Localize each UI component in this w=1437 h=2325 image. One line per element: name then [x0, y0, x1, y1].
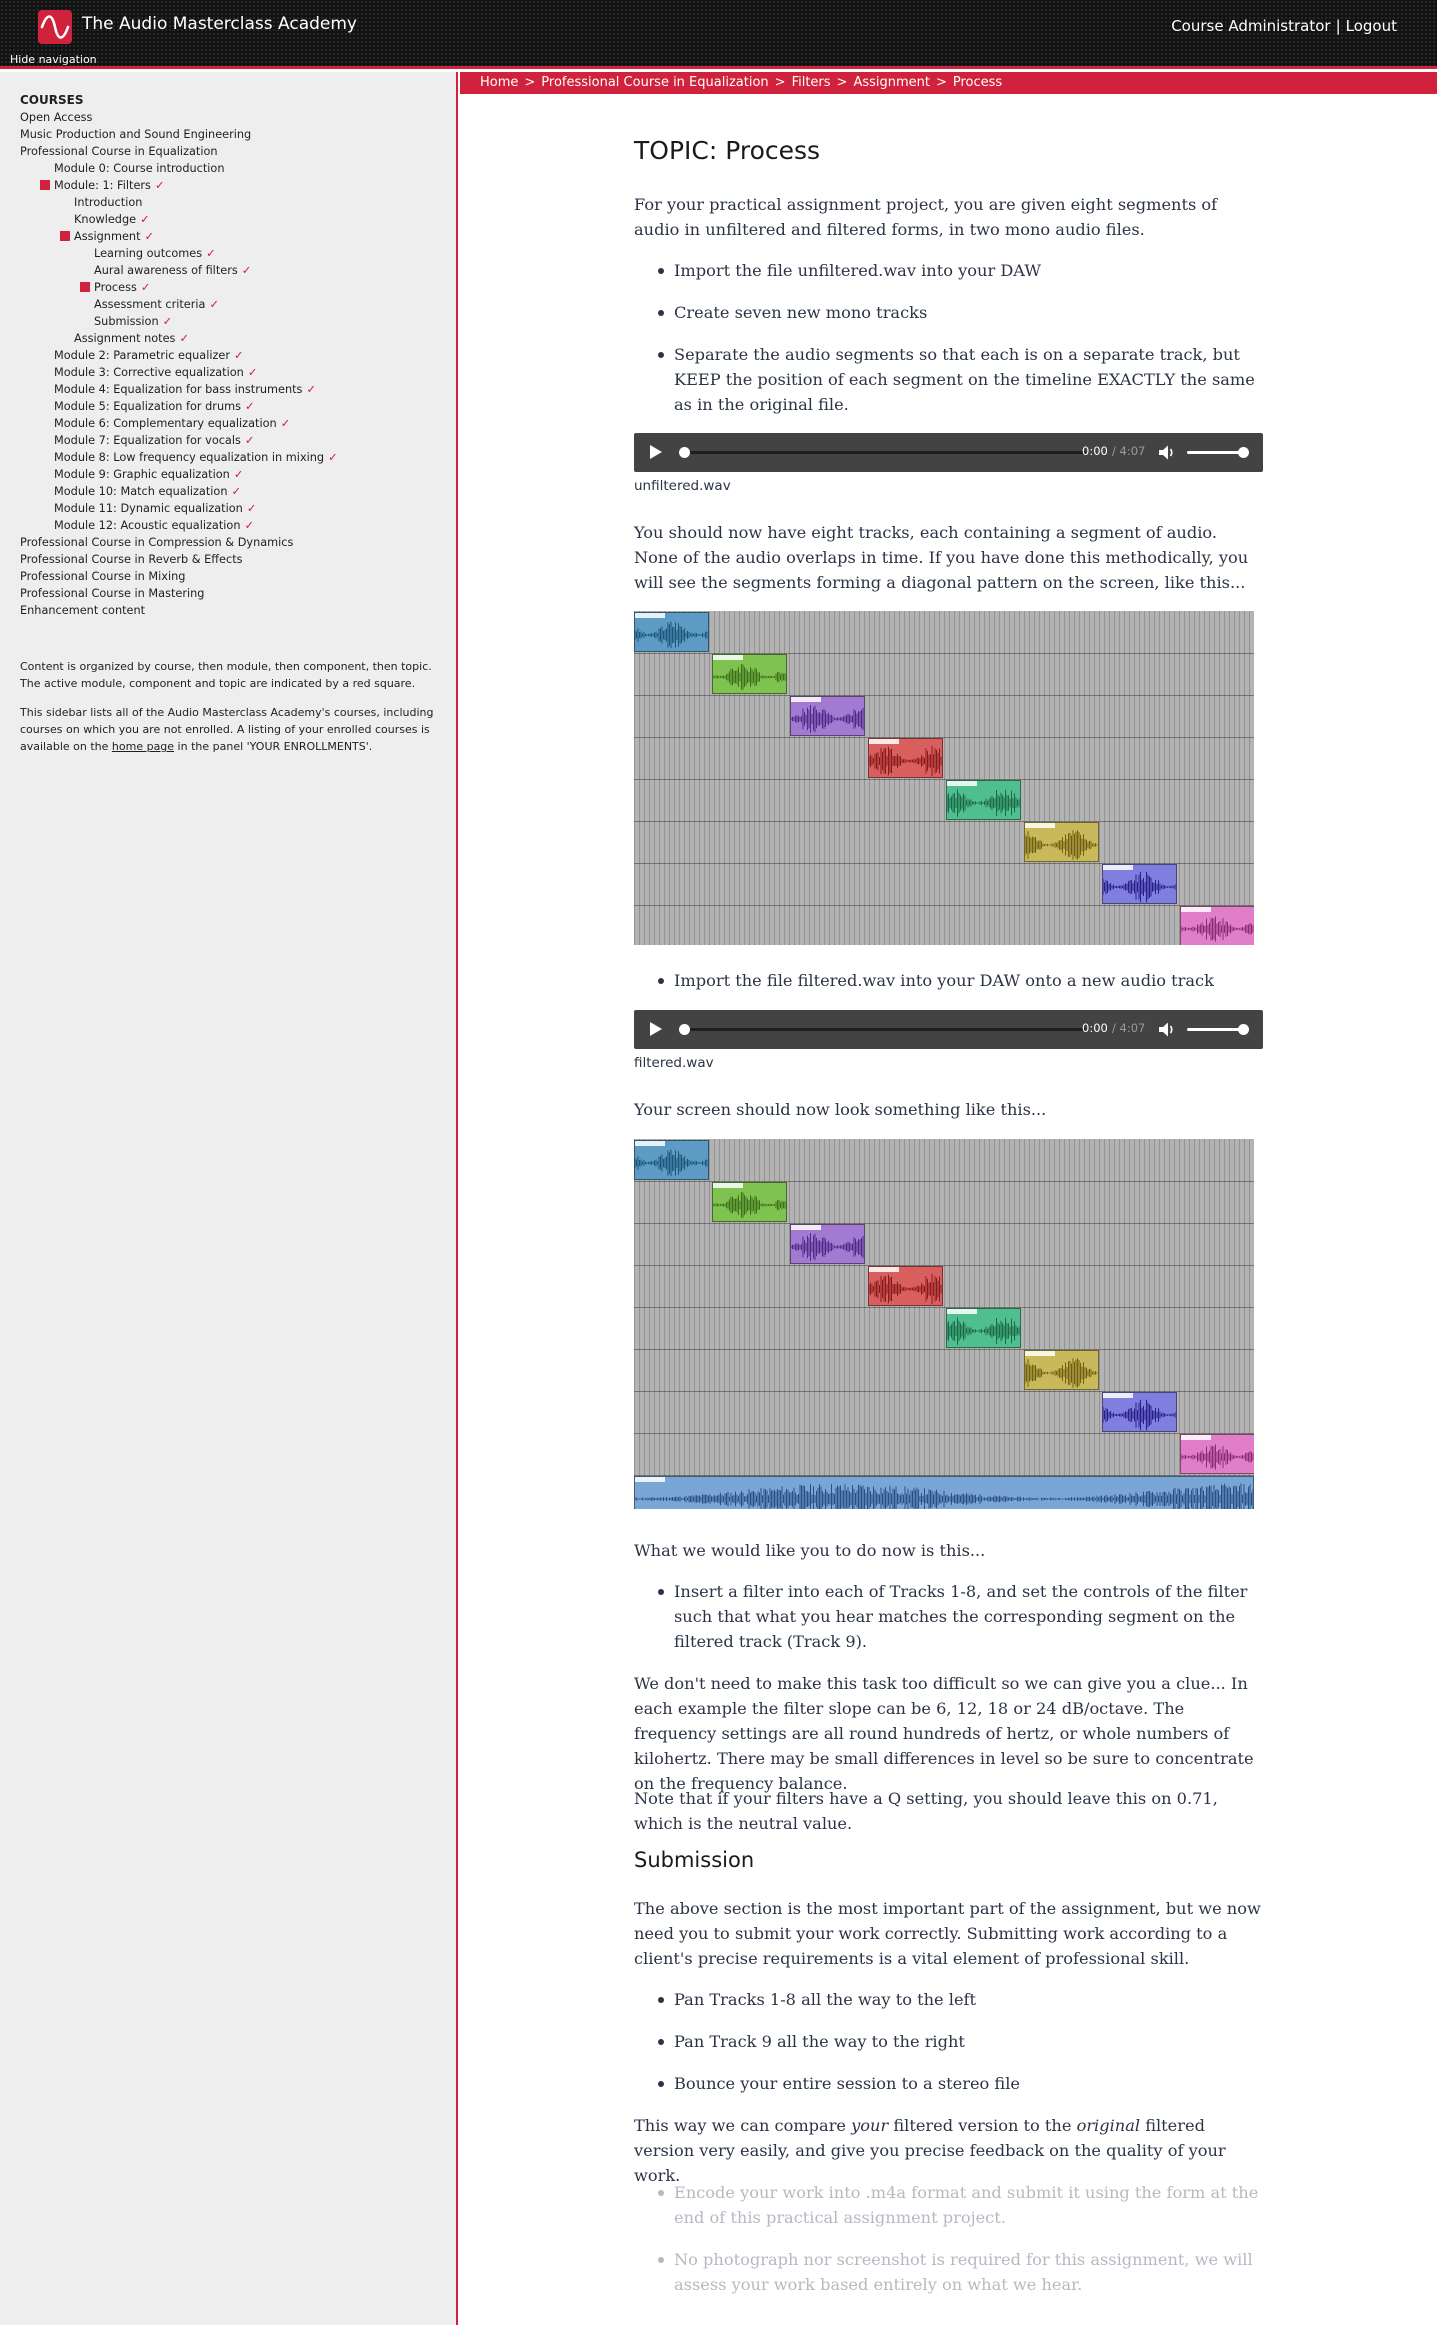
seek-handle[interactable] — [679, 1024, 690, 1035]
sidebar-item-label: Music Production and Sound Engineering — [20, 128, 252, 141]
sidebar-item-23[interactable] — [20, 500, 450, 517]
active-marker-icon — [60, 231, 70, 241]
paragraph-screen-look: Your screen should now look something like this... — [634, 1100, 1047, 1119]
submission-heading: Submission — [634, 1848, 755, 1872]
sidebar-item-29[interactable] — [20, 602, 450, 619]
bullet-insert-filter: Insert a filter into each of Tracks 1-8, and set the controls of the filter such that what you hear matches the corresponding segment on the filtered track (Track 9). — [674, 1579, 1266, 1654]
sidebar-item-label: Assignment notes — [74, 332, 176, 345]
user-name-link[interactable]: Course Administrator — [1171, 17, 1331, 35]
sidebar-item-14[interactable] — [20, 347, 450, 364]
audio-player-filtered — [634, 1010, 1263, 1049]
track-lane-divider — [634, 779, 1254, 780]
course-tree — [20, 92, 450, 619]
sidebar-item-20[interactable] — [20, 449, 450, 466]
sidebar-item-13[interactable] — [20, 330, 450, 347]
sidebar-item-8[interactable] — [20, 245, 450, 262]
paragraph-q-setting: Note that if your filters have a Q setting, you should leave this on 0.71, which is the neutral value. — [634, 1789, 1218, 1833]
breadcrumb-item-2[interactable]: Filters — [791, 75, 831, 90]
waveform — [947, 786, 1021, 820]
bullet-separate-segments: Separate the audio segments so that each is on a separate track, but KEEP the position of each segment on the timeline EXACTLY the same as in the original file. — [674, 342, 1266, 417]
sidebar-item-label: Introduction — [74, 196, 143, 209]
audio-clip-7 — [1102, 864, 1177, 904]
sidebar-item-label: Module 0: Course introduction — [54, 162, 225, 175]
bullet-pan-right: Pan Track 9 all the way to the right — [674, 2029, 1266, 2054]
user-area — [1171, 17, 1397, 35]
checkmark-icon: ✓ — [154, 179, 165, 192]
waveform — [1103, 870, 1177, 904]
waveform — [1181, 912, 1254, 945]
waveform — [1025, 828, 1099, 862]
sidebar-item-7[interactable] — [20, 228, 450, 245]
sidebar-item-label: Professional Course in Reverb & Effects — [20, 553, 243, 566]
track-lane-divider — [634, 1433, 1254, 1434]
sidebar-item-label: Knowledge — [74, 213, 137, 226]
checkmark-icon: ✓ — [244, 434, 255, 447]
waveform — [635, 1482, 1254, 1509]
checkmark-icon: ✓ — [140, 281, 151, 294]
audio-clip-8 — [1180, 906, 1254, 945]
play-icon[interactable] — [650, 445, 662, 459]
paragraph-clue: We don't need to make this task too difficult so we can give you a clue... In each example the filter slope can be 6, 12, 18 or 24 dB/octave. The frequency settings are all round hundreds of hertz, or whole numbers of kilohertz. There may be small differences in level so be sure to concentrate on the frequency balance. — [634, 1674, 1254, 1793]
top-header — [0, 0, 1437, 69]
sidebar-item-22[interactable] — [20, 483, 450, 500]
waveform — [635, 618, 709, 652]
waveform — [791, 702, 865, 736]
compare-text-b: filtered version to the — [888, 2116, 1077, 2135]
audio-player-unfiltered — [634, 433, 1263, 472]
checkmark-icon: ✓ — [245, 400, 255, 413]
audio-clip-6 — [1024, 1350, 1099, 1390]
sidebar-item-label: Open Access — [20, 111, 93, 124]
waveform — [1181, 1440, 1254, 1474]
sidebar-item-6[interactable] — [20, 211, 450, 228]
sidebar-item-5[interactable] — [20, 194, 450, 211]
checkmark-icon: ✓ — [306, 383, 316, 396]
sidebar-item-label: Module: 1: Filters — [54, 179, 151, 192]
sidebar-item-15[interactable] — [20, 364, 450, 381]
sidebar-item-label: Module 6: Complementary equalization — [54, 417, 277, 430]
sidebar-item-2[interactable] — [20, 143, 450, 160]
sidebar-item-label: Professional Course in Mixing — [20, 570, 186, 583]
active-marker-icon — [80, 282, 90, 292]
waveform — [713, 1188, 787, 1222]
daw-screenshot-with-filtered — [634, 1139, 1254, 1509]
seek-bar[interactable] — [686, 451, 1086, 454]
compare-emphasis-original: original — [1076, 2116, 1141, 2135]
track-lane-divider — [634, 1349, 1254, 1350]
total-time: / 4:07 — [1112, 444, 1146, 458]
breadcrumb-item-4[interactable]: Process — [952, 75, 1003, 90]
sidebar-item-label: Module 8: Low frequency equalization in mixing — [54, 451, 325, 464]
checkmark-icon: ✓ — [233, 468, 244, 481]
track-lane-divider — [634, 695, 1254, 696]
total-time: / 4:07 — [1112, 1021, 1146, 1035]
sidebar-item-label: Module 12: Acoustic equalization — [54, 519, 241, 532]
sidebar-item-label: Assignment — [74, 230, 141, 243]
checkmark-icon: ✓ — [209, 298, 219, 311]
paragraph-what-to-do: What we would like you to do now is this... — [634, 1541, 986, 1560]
audio-clip-6 — [1024, 822, 1099, 862]
sidebar-item-26[interactable] — [20, 551, 450, 568]
audio-clip-3 — [790, 1224, 865, 1264]
waveform — [713, 660, 787, 694]
active-marker-icon — [40, 180, 50, 190]
audio-clip-7 — [1102, 1392, 1177, 1432]
current-time: 0:00 — [1082, 444, 1108, 458]
home-page-link[interactable]: home page — [111, 740, 175, 753]
sidebar-item-label: Professional Course in Compression & Dynamics — [20, 536, 294, 549]
paragraph-submission-intro: The above section is the most important part of the assignment, but we now need you to submit your work correctly. Submitting work according to a client's precise requirements is a vital element of professional skill. — [634, 1899, 1261, 1968]
sidebar-item-label: Professional Course in Equalization — [20, 145, 218, 158]
volume-handle[interactable] — [1238, 1024, 1249, 1035]
sidebar-item-label: Aural awareness of filters — [94, 264, 238, 277]
sidebar-item-16[interactable] — [20, 381, 450, 398]
audio-caption-unfiltered: unfiltered.wav — [634, 478, 731, 494]
waveform — [1025, 1356, 1099, 1390]
waveform — [791, 1230, 865, 1264]
sidebar-item-17[interactable] — [20, 398, 450, 415]
checkmark-icon: ✓ — [206, 247, 216, 260]
play-icon[interactable] — [650, 1022, 662, 1036]
paragraph-eight-tracks: You should now have eight tracks, each containing a segment of audio. None of the audio overlaps in time. If you have done this methodically, you will see the segments forming a diagonal pattern on the screen, like this... — [634, 523, 1249, 592]
logout-link[interactable]: Logout — [1345, 17, 1397, 35]
sidebar-item-24[interactable] — [20, 517, 450, 534]
volume-handle[interactable] — [1238, 447, 1249, 458]
compare-text-c: filtered version very easily, and give you precise feedback on the quality of your work. — [634, 2116, 1226, 2185]
sidebar-item-label: Module 9: Graphic equalization — [54, 468, 230, 481]
waveform — [947, 1314, 1021, 1348]
audio-clip-3 — [790, 696, 865, 736]
audio-clip-8 — [1180, 1434, 1254, 1474]
sidebar-item-9[interactable] — [20, 262, 450, 279]
breadcrumb-item-3[interactable]: Assignment — [853, 75, 930, 90]
bullet-no-screenshot: No photograph nor screenshot is required for this assignment, we will assess your work based entirely on what we hear. — [674, 2247, 1266, 2297]
sidebar-item-3[interactable] — [20, 160, 450, 177]
logo-icon[interactable] — [38, 10, 72, 44]
sidebar-note-courses — [20, 704, 440, 755]
waveform — [1103, 1398, 1177, 1432]
intro-paragraph: For your practical assignment project, you are given eight segments of audio in unfiltered and filtered forms, in two mono audio files. — [634, 195, 1218, 239]
checkmark-icon: ✓ — [247, 366, 258, 379]
hide-navigation-link[interactable]: Hide navigation — [10, 53, 97, 66]
daw-screenshot-diagonal — [634, 611, 1254, 945]
sidebar-navigation — [0, 72, 458, 2325]
user-separator: | — [1335, 17, 1341, 35]
sidebar-item-label: Module 11: Dynamic equalization — [54, 502, 243, 515]
audio-clip-1 — [634, 612, 709, 652]
note-text-prefix: This sidebar lists all of the Audio Masterclass Academy's courses, including courses on which you are not enrolled. A listing of your enrolled courses is available on the — [20, 706, 434, 753]
audio-clip-4 — [868, 738, 943, 778]
breadcrumb-separator: > — [935, 75, 947, 90]
audio-clip-4 — [868, 1266, 943, 1306]
volume-icon[interactable] — [1158, 1021, 1176, 1038]
sidebar-item-0[interactable] — [20, 109, 450, 126]
sidebar-item-label: Submission — [94, 315, 159, 328]
checkmark-icon: ✓ — [231, 485, 241, 498]
breadcrumb-separator: > — [524, 75, 536, 90]
sidebar-item-28[interactable] — [20, 585, 450, 602]
track-lane-divider — [634, 1223, 1254, 1224]
sidebar-item-label: Process — [94, 281, 137, 294]
bullet-pan-left: Pan Tracks 1-8 all the way to the left — [674, 1987, 1266, 2012]
compare-text-a: This way we can compare — [634, 2116, 852, 2135]
breadcrumb-item-1[interactable]: Professional Course in Equalization — [541, 75, 769, 90]
checkmark-icon: ✓ — [246, 502, 257, 515]
paragraph-compare — [634, 2113, 1264, 2188]
checkmark-icon: ✓ — [144, 230, 154, 243]
sidebar-note-organization: Content is organized by course, then module, then component, then topic. The active module, component and topic are indicated by a red square. — [20, 660, 432, 690]
bullet-encode-m4a: Encode your work into .m4a format and submit it using the form at the end of this practical assignment project. — [674, 2180, 1266, 2230]
sidebar-item-label: Enhancement content — [20, 604, 146, 617]
sidebar-item-18[interactable] — [20, 415, 450, 432]
brand-title[interactable]: The Audio Masterclass Academy — [82, 14, 357, 34]
sidebar-item-25[interactable] — [20, 534, 450, 551]
sidebar-item-19[interactable] — [20, 432, 450, 449]
bullet-import-unfiltered: Import the file unfiltered.wav into your DAW — [674, 258, 1266, 283]
audio-clip-track-9 — [634, 1476, 1254, 1509]
waveform — [869, 1272, 943, 1306]
sidebar-item-label: Learning outcomes — [94, 247, 203, 260]
audio-clip-1 — [634, 1140, 709, 1180]
sidebar-item-12[interactable] — [20, 313, 450, 330]
checkmark-icon: ✓ — [140, 213, 150, 226]
volume-slider[interactable] — [1187, 451, 1243, 454]
bullet-import-filtered: Import the file filtered.wav into your DAW onto a new audio track — [674, 968, 1266, 993]
seek-handle[interactable] — [679, 447, 690, 458]
breadcrumb-item-0[interactable]: Home — [480, 75, 519, 90]
track-lane-divider — [634, 1265, 1254, 1266]
note-text-suffix: in the panel 'YOUR ENROLLMENTS'. — [174, 740, 373, 753]
seek-bar[interactable] — [686, 1028, 1086, 1031]
waveform — [869, 744, 943, 778]
track-lane-divider — [634, 821, 1254, 822]
sidebar-item-label: Module 3: Corrective equalization — [54, 366, 244, 379]
courses-heading: COURSES — [20, 93, 84, 107]
audio-clip-2 — [712, 654, 787, 694]
audio-clip-2 — [712, 1182, 787, 1222]
waveform — [635, 1146, 709, 1180]
sidebar-item-11[interactable] — [20, 296, 450, 313]
audio-clip-5 — [946, 1308, 1021, 1348]
bullet-bounce: Bounce your entire session to a stereo file — [674, 2071, 1266, 2096]
volume-slider[interactable] — [1187, 1028, 1243, 1031]
bullet-create-tracks: Create seven new mono tracks — [674, 300, 1266, 325]
sidebar-item-21[interactable] — [20, 466, 450, 483]
audio-clip-5 — [946, 780, 1021, 820]
track-lane-divider — [634, 737, 1254, 738]
audio-caption-filtered: filtered.wav — [634, 1055, 714, 1071]
breadcrumb-separator: > — [836, 75, 848, 90]
checkmark-icon: ✓ — [241, 264, 252, 277]
checkmark-icon: ✓ — [234, 349, 244, 362]
sidebar-item-label: Module 4: Equalization for bass instruments — [54, 383, 303, 396]
volume-icon[interactable] — [1158, 444, 1176, 461]
checkmark-icon: ✓ — [280, 417, 291, 430]
compare-emphasis-your: your — [851, 2116, 889, 2135]
page-title: TOPIC: Process — [634, 136, 821, 165]
breadcrumb — [460, 72, 1437, 94]
track-lane-divider — [634, 1307, 1254, 1308]
track-lane-divider — [634, 905, 1254, 906]
sidebar-item-27[interactable] — [20, 568, 450, 585]
sidebar-item-4[interactable] — [20, 177, 450, 194]
breadcrumb-separator: > — [774, 75, 786, 90]
checkmark-icon: ✓ — [244, 519, 254, 532]
checkmark-icon: ✓ — [328, 451, 338, 464]
sidebar-item-label: Module 5: Equalization for drums — [54, 400, 241, 413]
checkmark-icon: ✓ — [162, 315, 173, 328]
sidebar-item-label: Module 2: Parametric equalizer — [54, 349, 231, 362]
sidebar-item-label: Assessment criteria — [94, 298, 206, 311]
sidebar-item-1[interactable] — [20, 126, 450, 143]
sidebar-item-10[interactable] — [20, 279, 450, 296]
sidebar-item-label: Module 10: Match equalization — [54, 485, 228, 498]
sidebar-item-label: Module 7: Equalization for vocals — [54, 434, 241, 447]
checkmark-icon: ✓ — [179, 332, 189, 345]
current-time: 0:00 — [1082, 1021, 1108, 1035]
sidebar-item-label: Professional Course in Mastering — [20, 587, 205, 600]
